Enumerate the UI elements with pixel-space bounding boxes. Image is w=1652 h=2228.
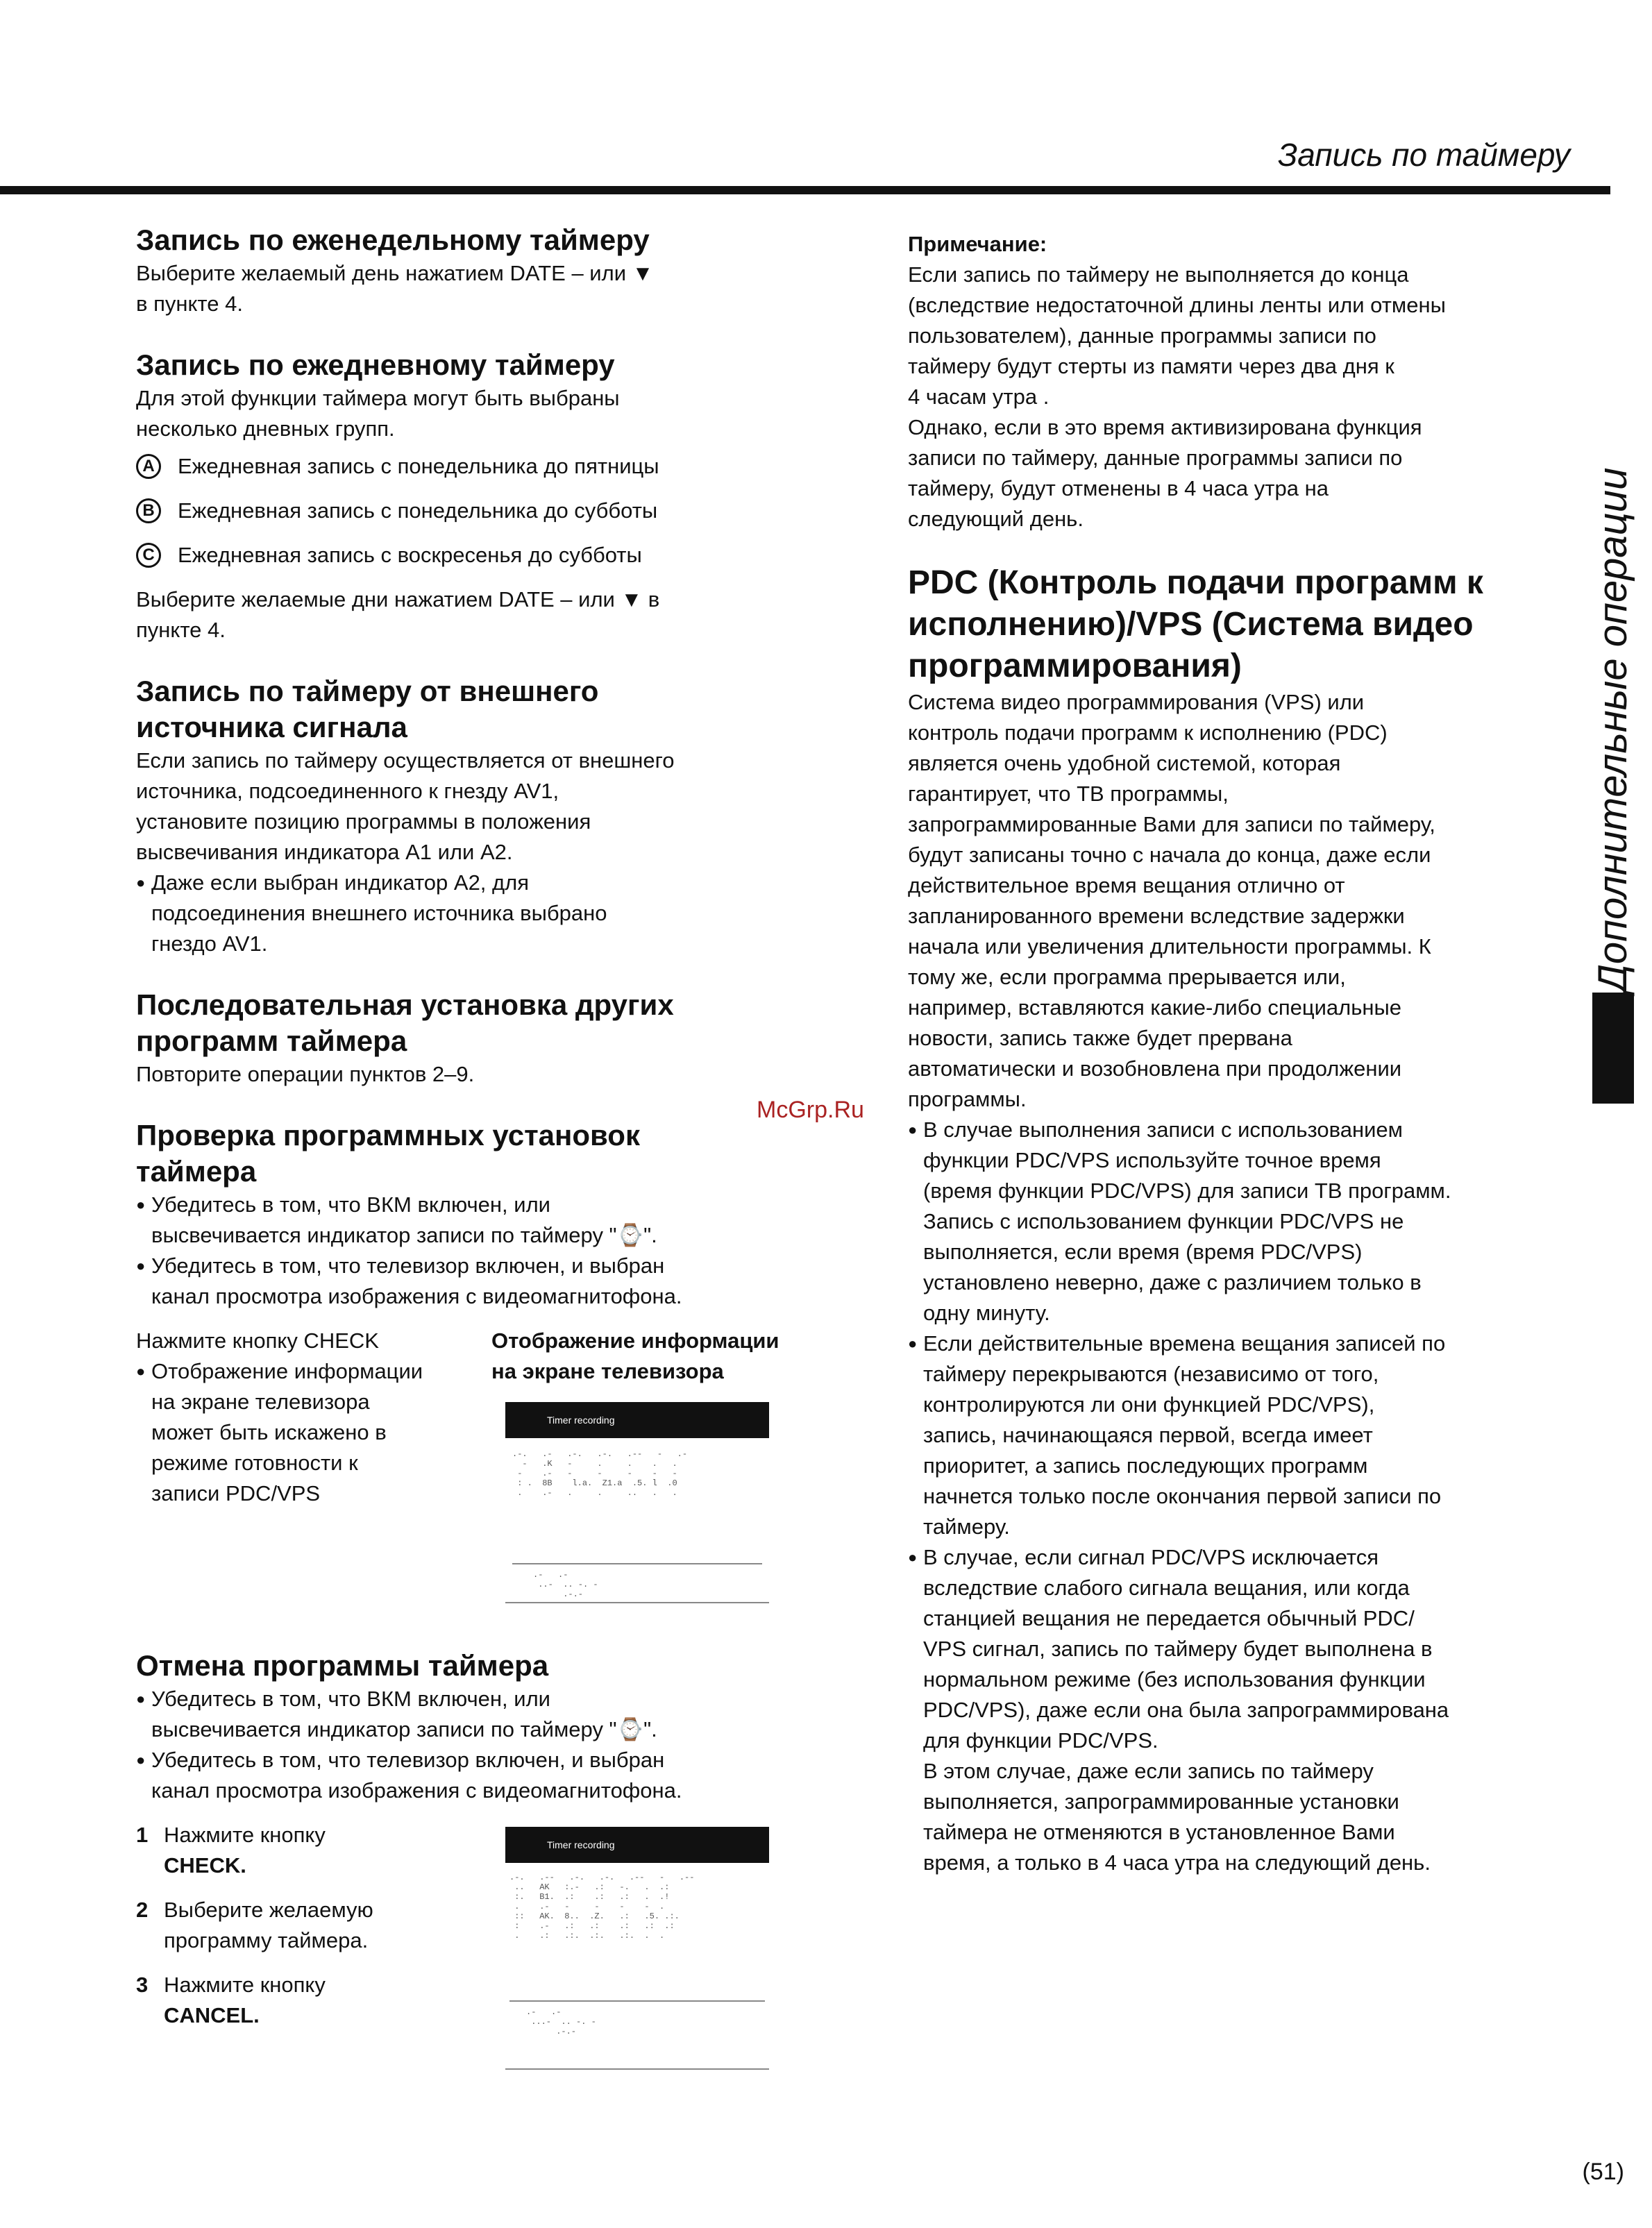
note-line: 4 часам утра .	[908, 385, 1050, 409]
check-press: Нажмите кнопку CHECK	[136, 1328, 379, 1353]
pdc-line: тому же, если программа прерывается или,	[908, 965, 1346, 989]
screen-table: .-. .- .-. .-. .-- - .- - .K - . . . . - .- - - - - - : . 8B l.a. Z1.a .5. l .0 . .- . . .. . .	[512, 1449, 688, 1498]
check-title-2: таймера	[136, 1155, 257, 1188]
step-text: Нажмите кнопку	[164, 1973, 326, 1997]
side-tab-marker	[1592, 993, 1634, 1104]
note-line: (вследствие недостаточной длины ленты или отмены	[908, 293, 1446, 317]
weekly-text-1: Выберите желаемый день нажатием DATE – или ▼	[136, 261, 654, 285]
pdc-title-1: PDC (Контроль подачи программ к	[908, 564, 1483, 601]
side-tab-label: Дополнительные операции	[1590, 467, 1635, 993]
pdc-line: например, вставляются какие-либо специальные	[908, 995, 1402, 1020]
pdc-bullet-line: контролируются ли они функцией PDC/VPS),	[923, 1392, 1375, 1417]
cancel-bullet-line: высвечивается индикатор записи по таймеру "⌚".	[151, 1717, 657, 1741]
pdc-line: запрограммированные Вами для записи по таймеру,	[908, 812, 1435, 836]
daily-option-b	[136, 496, 858, 526]
weekly-text-2: в пункте 4.	[136, 292, 243, 316]
step-number: 1	[136, 1823, 149, 1847]
external-line: высвечивания индикатора A1 или A2.	[136, 840, 513, 864]
pdc-line: запланированного времени вследствие задержки	[908, 904, 1405, 928]
pdc-bullet-line: выполняется, если время (время PDC/VPS)	[923, 1240, 1363, 1264]
check-note-line: ● Отображение информации	[136, 1356, 497, 1387]
pdc-line: контроль подачи программ к исполнению (PDC)	[908, 720, 1388, 745]
circled-b-icon: B	[136, 498, 161, 523]
pdc-line: новости, запись также будет прервана	[908, 1026, 1292, 1050]
watermark: McGrp.Ru	[757, 1097, 864, 1123]
daily-option-text: Ежедневная запись с понедельника до субботы	[178, 498, 658, 523]
step-text: Нажмите кнопку	[164, 1823, 326, 1847]
page-header-title: Запись по таймеру	[1278, 137, 1570, 173]
external-line: Если запись по таймеру осуществляется от внешнего	[136, 748, 675, 773]
pdc-bullet-line: Запись с использованием функции PDC/VPS не	[923, 1209, 1404, 1233]
circled-c-icon: C	[136, 543, 161, 568]
step-text: Выберите желаемую	[164, 1898, 373, 1922]
pdc-bullet-line: В этом случае, даже если запись по таймеру	[923, 1759, 1374, 1783]
step-number: 2	[136, 1898, 149, 1922]
external-bullet-line: гнездо AV1.	[151, 931, 268, 956]
pdc-bullet-line: выполняется, запрограммированные установки	[923, 1789, 1399, 1814]
pdc-bullet-line: ● В случае, если сигнал PDC/VPS исключается	[908, 1542, 1553, 1573]
note-line: пользователем), данные программы записи по	[908, 323, 1376, 348]
left-column	[136, 222, 858, 2098]
pdc-bullet-line: запись, начинающаяся первой, всегда имеет	[923, 1423, 1373, 1447]
external-title-2: источника сигнала	[136, 711, 407, 743]
pdc-line: будут записаны точно с начала до конца, даже если	[908, 843, 1431, 867]
note-line: Однако, если в это время активизирована функция	[908, 415, 1422, 439]
daily-option-a	[136, 451, 858, 482]
external-bullet-line: подсоединения внешнего источника выбрано	[151, 901, 607, 925]
cancel-block	[136, 1820, 858, 2098]
pdc-line: начала или увеличения длительности программы. К	[908, 934, 1431, 959]
daily-option-text: Ежедневная запись с воскресенья до субботы	[178, 543, 642, 567]
cancel-bullet-line: ● Убедитесь в том, что ВКМ включен, или	[136, 1684, 858, 1714]
screen-table: .-. .-- .-. .-. .-- - .-- .. AK :.- .: -. . .: :. B1. .: .: .: . .! . .- - - - - . :: AK. 8.. .Z. .: .5. .:. : .- .: .: .: .: .: . .: .:. .:. .:. . .	[509, 1873, 695, 1941]
step-number: 3	[136, 1973, 149, 1997]
daily-after-1: Выберите желаемые дни нажатием DATE – или ▼ в	[136, 587, 660, 611]
check-note-line: на экране телевизора	[151, 1390, 370, 1414]
pdc-bullet-line: установлено неверно, даже с различием только в	[923, 1270, 1422, 1294]
screen-title-bar: Timer recording	[505, 1402, 769, 1438]
daily-title: Запись по ежедневному таймеру	[136, 348, 615, 381]
external-line: установите позицию программы в положения	[136, 809, 591, 834]
pdc-bullet-line: функции PDC/VPS используйте точное время	[923, 1148, 1381, 1172]
pdc-bullet-line: PDC/VPS), даже если она была запрограммирована	[923, 1698, 1449, 1722]
sequential-text: Повторите операции пунктов 2–9.	[136, 1062, 475, 1086]
circled-a-icon: A	[136, 454, 161, 479]
step-text: программу таймера.	[164, 1928, 369, 1952]
note-line: следующий день.	[908, 507, 1084, 531]
check-bullet-line: ● Убедитесь в том, что телевизор включен, и выбран	[136, 1251, 858, 1281]
daily-option-text: Ежедневная запись с понедельника до пятницы	[178, 454, 659, 478]
daily-text-1: Для этой функции таймера могут быть выбраны	[136, 386, 620, 410]
tv-screen-cancel: Timer recording .-. .-- .-. .-. .-- - .-- .. AK :.- .: -. . .: :. B1. .: .: .: . .! . .- - - - - . :: AK. 8.. .Z. .: .5. .:. : .- .: .: .: .: .: . .: .:. .:. .:. . . .- .- ...- .. -. - .-.-	[505, 1827, 769, 2070]
pdc-bullet-line: начнется только после окончания первой записи по	[923, 1484, 1442, 1508]
cancel-bullet-line: ● Убедитесь в том, что телевизор включен, и выбран	[136, 1745, 858, 1775]
daily-after-2: пункте 4.	[136, 618, 226, 642]
pdc-bullet-line: одну минуту.	[923, 1301, 1050, 1325]
note-line: таймеру, будут отменены в 4 часа утра на	[908, 476, 1329, 500]
pdc-line: программы.	[908, 1087, 1027, 1111]
tv-screen-check: Timer recording .-. .- .-. .-. .-- - .- - .K - . . . . - .- - - - - - : . 8B l.a. Z1.a .5. l .0 . .- . . .. . . .- .- ..- .. -. - .-.-	[505, 1402, 769, 1603]
pdc-bullet-line: таймеру перекрываются (независимо от того,	[923, 1362, 1379, 1386]
check-bullet-line: ● Убедитесь в том, что ВКМ включен, или	[136, 1190, 858, 1220]
cancel-bullet-line: канал просмотра изображения с видеомагнитофона.	[151, 1778, 682, 1803]
page-number: (51)	[1582, 2159, 1624, 2185]
pdc-line: автоматически и возобновлена при продолжении	[908, 1056, 1402, 1081]
pdc-bullet-line: вследствие слабого сигнала вещания, или когда	[923, 1576, 1410, 1600]
pdc-line: действительное время вещания отлично от	[908, 873, 1345, 897]
display-caption-2: на экране телевизора	[491, 1359, 724, 1383]
pdc-title-2: исполнению)/VPS (Система видео	[908, 606, 1474, 643]
external-line: источника, подсоединенного к гнезду AV1,	[136, 779, 559, 803]
pdc-bullet-line: ● В случае выполнения записи с использованием	[908, 1115, 1553, 1145]
pdc-bullet-line: для функции PDC/VPS.	[923, 1728, 1158, 1753]
weekly-title: Запись по еженедельному таймеру	[136, 223, 650, 256]
check-bullet-line: канал просмотра изображения с видеомагнитофона.	[151, 1284, 682, 1308]
cancel-step-3	[136, 1970, 469, 2031]
check-note-line: может быть искажено в	[151, 1420, 387, 1444]
pdc-line: гарантирует, что ТВ программы,	[908, 782, 1229, 806]
pdc-bullet-line: нормальном режиме (без использования функции	[923, 1667, 1426, 1691]
step-key: CHECK.	[164, 1853, 246, 1877]
cancel-step-2	[136, 1895, 469, 1956]
pdc-line: Система видео программирования (VPS) или	[908, 690, 1365, 714]
pdc-bullet-line: приоритет, а запись последующих программ	[923, 1453, 1368, 1478]
sequential-title-1: Последовательная установка других	[136, 988, 674, 1021]
check-block	[136, 1326, 858, 1631]
check-title-1: Проверка программных установок	[136, 1119, 640, 1151]
sequential-title-2: программ таймера	[136, 1024, 407, 1057]
cancel-title: Отмена программы таймера	[136, 1649, 549, 1682]
external-bullet-line: ● Даже если выбран индикатор A2, для	[136, 868, 858, 898]
right-column	[908, 229, 1553, 1878]
pdc-line: является очень удобной системой, которая	[908, 751, 1341, 775]
pdc-bullet-line: станцией вещания не передается обычный PDC/	[923, 1606, 1415, 1630]
check-note-line: записи PDC/VPS	[151, 1481, 321, 1505]
pdc-bullet-line: таймера не отменяются в установленное Вами	[923, 1820, 1395, 1844]
step-key: CANCEL.	[164, 2003, 260, 2027]
cancel-step-1	[136, 1820, 469, 1881]
pdc-bullet-line: таймеру.	[923, 1514, 1010, 1539]
note-line: Если запись по таймеру не выполняется до конца	[908, 262, 1409, 287]
pdc-bullet-line: VPS сигнал, запись по таймеру будет выполнена в	[923, 1637, 1433, 1661]
note-title: Примечание:	[908, 232, 1047, 256]
header-rule	[0, 186, 1610, 194]
screen-title-bar: Timer recording	[505, 1827, 769, 1863]
display-caption-1: Отображение информации	[491, 1328, 779, 1353]
check-bullet-line: высвечивается индикатор записи по таймеру "⌚".	[151, 1223, 657, 1247]
note-line: таймеру будут стерты из памяти через два дня к	[908, 354, 1394, 378]
pdc-bullet-line: время, а только в 4 часа утра на следующий день.	[923, 1850, 1431, 1875]
daily-text-2: несколько дневных групп.	[136, 416, 395, 441]
daily-option-c	[136, 540, 858, 571]
check-note-line: режиме готовности к	[151, 1451, 358, 1475]
pdc-bullet-line: ● Если действительные времена вещания записей по	[908, 1328, 1553, 1359]
note-line: записи по таймеру, данные программы записи по	[908, 446, 1403, 470]
pdc-bullet-line: (время функции PDC/VPS) для записи ТВ программ.	[923, 1179, 1451, 1203]
external-title-1: Запись по таймеру от внешнего	[136, 675, 599, 707]
pdc-title-3: программирования)	[908, 648, 1242, 684]
